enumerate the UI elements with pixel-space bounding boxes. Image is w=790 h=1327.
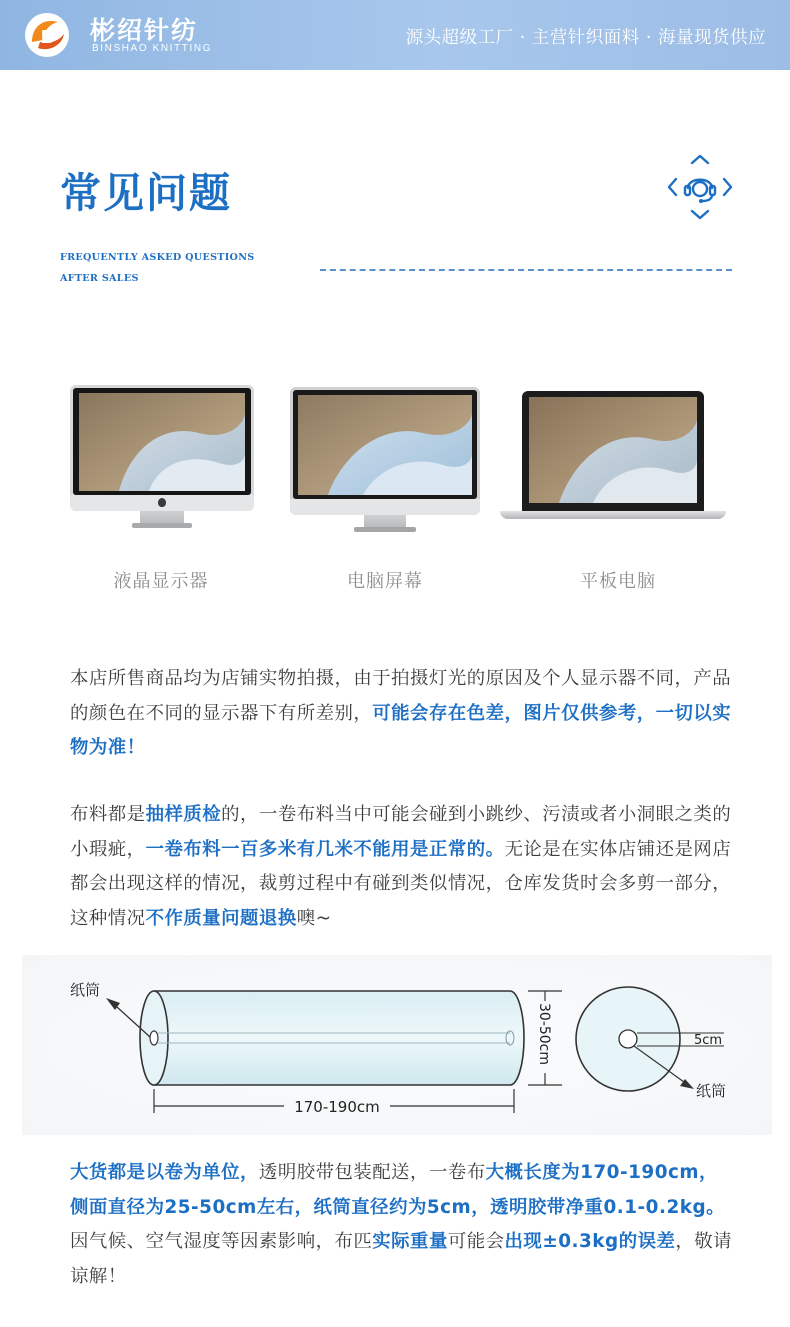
paragraph3-text-b: 因气候、空气湿度等因素影响，布匹 (70, 1231, 373, 1252)
brand-name-cn: 彬绍针纺 (90, 16, 199, 45)
paragraph2-highlight-c: 不作质量问题退换 (145, 907, 297, 929)
brand-logo-icon (24, 12, 70, 58)
device-imac (70, 385, 256, 545)
paragraph3-highlight-d: 出现±0.3kg的误差 (504, 1231, 676, 1252)
paragraph3-text-a: 透明胶带包装配送，一卷布 (258, 1162, 486, 1183)
paragraph3-text-d: ，敬请谅解！ (70, 1231, 733, 1287)
faq-title: 常见问题 (60, 169, 232, 217)
paragraph1-highlight: 可能会存在色差，图片仅供参考，一切以实物为准！ (70, 702, 732, 758)
apple-logo-icon (158, 498, 166, 507)
device-monitor (290, 387, 482, 547)
fabric-image-1 (79, 393, 245, 491)
roll-core-label: 5cm (694, 1033, 723, 1048)
device-label-monitor: 电脑屏幕 (347, 571, 423, 592)
roll-length-label: 170-190cm (294, 1098, 380, 1116)
header-slogan: 源头超级工厂 · 主营针织面料 · 海量现货供应 (405, 28, 766, 48)
faq-subtitle-line1: FREQUENTLY ASKED QUESTIONS (60, 252, 255, 263)
paragraph2-highlight-a: 抽样质检 (145, 804, 222, 825)
svg-text:B: B (41, 27, 54, 47)
brand-name-en: BINSHAO KNITTING (92, 43, 213, 54)
faq-dashed-divider (320, 269, 732, 271)
device-label-lcd: 液晶显示器 (113, 571, 209, 592)
header-bar (0, 0, 790, 70)
paragraph2-text-b: 的，一卷布料当中可能会碰到小跳纱、污渍或者小洞眼之类的小瑕疵， (70, 804, 732, 860)
device-laptop (500, 391, 726, 526)
device-label-laptop: 平板电脑 (580, 571, 656, 592)
paragraph-color-difference (70, 662, 734, 766)
paragraph2-text-a: 布料都是 (70, 804, 146, 825)
roll-tube-label-left: 纸筒 (70, 981, 101, 999)
fabric-roll-diagram (22, 955, 772, 1135)
paragraph2-highlight-b: 一卷布料一百多米有几米不能用是正常的。 (145, 838, 505, 860)
customer-service-headset-icon (666, 153, 734, 221)
paragraph2-text-d: 噢~ (296, 907, 332, 929)
paragraph3-text-c: 可能会 (447, 1231, 505, 1252)
paragraph2-text-c: 无论是在实体店铺还是网店都会出现这样的情况，裁剪过程中有碰到类似情况，仓库发货时会多剪一部分，这种情况 (70, 838, 732, 929)
paragraph-roll-specs (70, 1156, 734, 1294)
paragraph-quality-inspection (70, 798, 734, 936)
faq-subtitle-line2: AFTER SALES (60, 273, 139, 284)
paragraph3-highlight-b: 大概长度为170-190cm，侧面直径为25-50cm左右，纸筒直径约为5cm，透明胶带净重0.1-0.2kg。 (70, 1162, 726, 1218)
fabric-image-3 (529, 397, 697, 503)
paragraph1-text: 本店所售商品均为店铺实物拍摄，由于拍摄灯光的原因及个人显示器不同，产品的颜色在不同的显示器下有所差别， (70, 668, 732, 724)
roll-tube-label-right: 纸筒 (696, 1082, 727, 1100)
fabric-image-2 (298, 395, 472, 495)
paragraph3-highlight-a: 大货都是以卷为单位， (70, 1162, 259, 1183)
paragraph3-highlight-c: 实际重量 (372, 1231, 448, 1252)
roll-diameter-label: 30-50cm (536, 1003, 552, 1066)
